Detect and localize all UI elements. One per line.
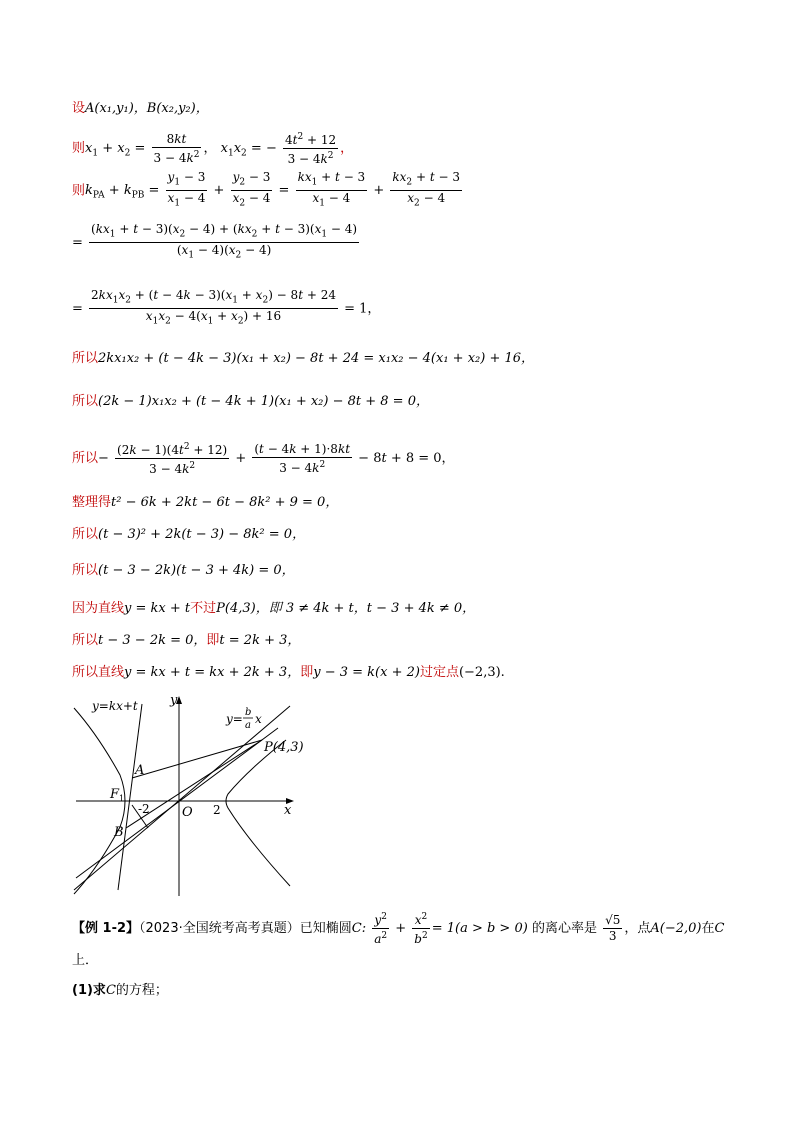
text-prefix: 设	[72, 101, 86, 116]
text-mid: 即	[206, 633, 220, 648]
math-expr: (t − 3)² + 2k(t − 3) − 8k² = 0，	[98, 527, 306, 542]
text-prefix: 则	[72, 183, 86, 199]
example-tag: 【例 1-2】	[72, 921, 140, 936]
hyperbola-right-branch	[226, 740, 290, 886]
text-mid: 即	[300, 665, 314, 680]
label-F1-sub: 1	[119, 794, 125, 803]
line-set-points	[72, 100, 209, 118]
example-text2: 的离心率是	[531, 921, 597, 936]
asymptote-line	[74, 706, 290, 890]
text-prefix: 所以	[72, 563, 99, 578]
example-1-2: 【例 1-2】（2023·全国统考高考真题）已知椭圆C: $\frac{y^2}{a^2}$ + $\frac{x^2}{b^2}$ = 1(a > b > 0) 的离心率是 $\frac{√5}{3}$ ，点A(−2,0)在C	[72, 912, 725, 946]
math-expr: (−2,3).	[458, 665, 505, 680]
math-expr: t − 3 − 2k = 0，	[98, 633, 207, 648]
hyperbola-figure	[68, 690, 304, 898]
text-prefix: 所以	[72, 527, 99, 542]
line-step-8: 所以− $\frac{(2k - 1)(4t^2 + 12)}{3 - 4k^2}$ + $\frac{(t - 4k + 1)\cdot 8kt}{3 - 4k^2}$ − 8t + 8 = 0，	[72, 441, 455, 476]
text-mid: 不过	[190, 601, 217, 616]
text-prefix: 所以	[72, 633, 99, 648]
line-slope-sum: 则$k_{PA} + k_{PB}$ = $\frac{y_1 - 3}{x_1 - 4}$ + $\frac{y_2 - 3}{x_2 - 4}$ = $\frac{kx_1 + t - 3}{x_1 - 4}$ + $\frac{kx_2 + t - 3}{x_2 - 4}$	[72, 170, 460, 209]
example-text3: ，点	[624, 921, 651, 936]
line-step-11	[72, 562, 295, 580]
text-suffix: 过定点	[419, 665, 459, 680]
text-prefix: 所以直线	[72, 665, 125, 680]
line-expanded-fraction: = $\frac{2kx_1x_2 + (t - 4k - 3)(x_1 + x_2) - 8t + 24}{x_1x_2 - 4(x_1 + x_2) + 16}$ = 1，	[72, 288, 381, 327]
line-step-10	[72, 526, 305, 544]
math-expr: P(4,3)，即 3 ≠ 4k + t，t − 3 + 4k ≠ 0，	[216, 601, 476, 616]
label-neg2: -2	[138, 802, 150, 816]
label-y-axis: y	[170, 693, 178, 708]
question-1	[72, 982, 168, 1000]
label-asymptote-a: a	[245, 720, 251, 731]
label-point-B: B	[114, 825, 124, 840]
math-expr: (2k − 1)x₁x₂ + (t − 4k + 1)(x₁ + x₂) − 8t + 8 = 0，	[98, 394, 429, 409]
line-step-9	[72, 494, 338, 512]
line-step-6	[72, 350, 534, 368]
line-step-14	[72, 664, 505, 682]
line-step-12	[72, 600, 475, 618]
text-prefix: 整理得	[72, 495, 112, 510]
example-line2	[72, 952, 98, 970]
math-expr: A(x₁,y₁)，B(x₂,y₂)，	[85, 101, 209, 116]
label-point-P: P(4,3)	[264, 740, 304, 755]
text-prefix: 所以	[72, 451, 99, 466]
label-x-axis: x	[284, 803, 292, 818]
text-prefix: 所以	[72, 351, 99, 366]
line-bp	[76, 728, 278, 878]
line-vieta: 则$x_1 + x_2$ = $\frac{8kt}{3 - 4k^2}$ ， $x_1x_2$ = − $\frac{4t^2 + 12}{3 - 4k^2}$ ，	[72, 131, 354, 166]
point-A: A(−2,0)	[650, 921, 702, 936]
text-prefix: 因为直线	[72, 601, 125, 616]
example-text1: 已知椭圆	[299, 921, 352, 936]
ellipse-condition: = 1(a > b > 0)	[431, 921, 528, 936]
example-source: （2023·全国统考高考真题）	[139, 921, 300, 936]
label-asymptote-b: b	[245, 707, 252, 718]
math-expr: y = kx + t	[124, 601, 191, 616]
ellipse-C: C:	[351, 921, 367, 936]
example-text4: 在	[701, 921, 715, 936]
segment-PA	[132, 740, 262, 778]
q1-end: 的方程；	[115, 983, 168, 998]
line-combined-fraction: = $\frac{(kx_1 + t - 3)(x_2 - 4) + (kx_2 + t - 3)(x_1 - 4)}{(x_1 - 4)(x_2 - 4)}$	[72, 222, 358, 261]
math-expr: y = kx + t = kx + 2k + 3，	[124, 665, 301, 680]
label-point-A: A	[135, 763, 145, 778]
math-expr: y − 3 = k(x + 2)	[313, 665, 420, 680]
label-F1: F	[110, 787, 120, 802]
label-asymptote-y: y=	[226, 712, 243, 726]
math-expr: t = 2k + 3，	[219, 633, 301, 648]
math-expr: (t − 3 − 2k)(t − 3 + 4k) = 0，	[98, 563, 295, 578]
text-prefix: 所以	[72, 394, 99, 409]
q1-C: C	[105, 983, 116, 998]
line-step-13	[72, 632, 300, 650]
line-step-7	[72, 393, 429, 411]
q1-label: (1)求	[72, 983, 106, 998]
label-asymptote-x: x	[255, 712, 262, 726]
example-text5: 上．	[72, 953, 99, 968]
math-expr: 2kx₁x₂ + (t − 4k − 3)(x₁ + x₂) − 8t + 24 = x₁x₂ − 4(x₁ + x₂) + 16，	[98, 351, 535, 366]
label-origin: O	[182, 805, 193, 820]
math-expr: t² − 6k + 2kt − 6t − 8k² + 9 = 0，	[111, 495, 339, 510]
ellipse-C2: C	[714, 921, 725, 936]
text-prefix: 则	[72, 141, 86, 156]
label-2: 2	[213, 803, 221, 817]
label-line-kx-t: y=kx+t	[92, 699, 138, 713]
